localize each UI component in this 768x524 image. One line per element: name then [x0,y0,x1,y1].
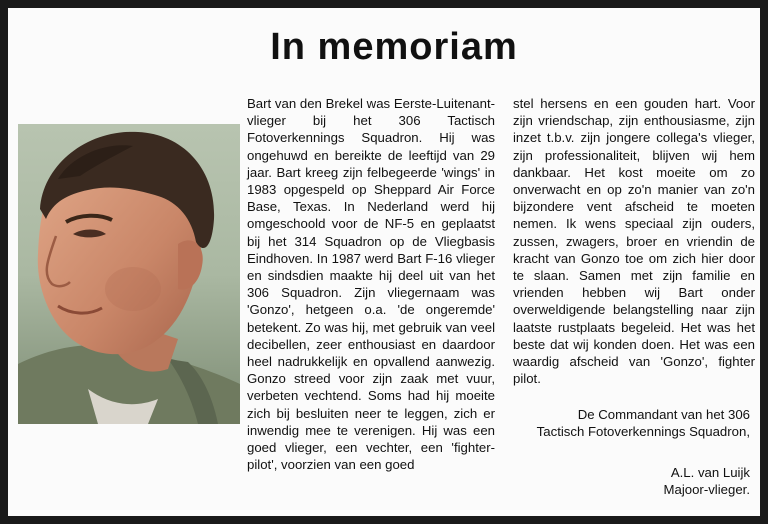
portrait-illustration [18,124,240,424]
article-paragraph-left: Bart van den Brekel was Eerste-Luitenant-vlieger bij het 306 Tactisch Fotoverkennings Squadron. Hij was ongehuwd en bereikte de leeftijd van 29 jaar. Bart kreeg zijn felbegeerde 'wings' in 1983 opgespeld op Sheppard Air Force Base, Texas. In Nederland werd hij omgeschoold voor de NF-5 en geplaatst bij het 314 Squadron op de Vliegbasis Eindhoven. In 1987 werd Bart F-16 vlieger en sindsdien maakte hij deel uit van het 306 Squadron. Zijn vliegernaam was 'Gonzo', hetgeen o.a. 'de ongeremde' betekent. Zo was hij, met gebruik van veel decibellen, zeer enthousiast en daardoor heel nadrukkelijk en opvallend aanwezig. Gonzo streed voor zijn zaak met vuur, verbeten vechtend. Soms had hij moeite zich bij besluiten neer te leggen, zich er inwendig mee te verenigen. Hij was een goed vlieger, een vechter, een 'fighter-pilot', voorzien van een goed [247,96,495,473]
memorial-page [8,8,760,516]
signature-name: A.L. van Luijk [670,465,750,480]
page-title: In memoriam [270,26,518,68]
portrait-photo [18,124,240,424]
signature-line-1: De Commandant van het 306 [577,407,750,422]
signature-rank: Majoor-vlieger. [663,482,750,498]
signature-line-2: Tactisch Fotoverkennings Squadron, [536,424,750,440]
signature-name-block [550,464,750,498]
article-text-right [513,95,755,387]
signature-commander [500,406,750,440]
article-text-left [247,95,495,473]
article-paragraph-right: stel hersens en een gouden hart. Voor zijn vriendschap, zijn enthousiasme, zijn inzet t.b.v. zijn jongere collega's vlieger, zijn professionaliteit, blijven wij hem dankbaar. Het kost moeite om zo onverwacht en op zo'n manier van zo'n bijzondere vent afscheid te moeten nemen. Ik wens speciaal zijn ouders, zussen, zwagers, broer en vriendin de kracht van Gonzo toe om zich hier door te slaan. Samen met zijn familie en vrienden hebben wij Bart onder overweldigende belangstelling naar zijn laatste rustplaats begeleid. Het was het beste dat wij konden doen. Het was een waardig afscheid van 'Gonzo', fighter pilot. [513,96,755,387]
